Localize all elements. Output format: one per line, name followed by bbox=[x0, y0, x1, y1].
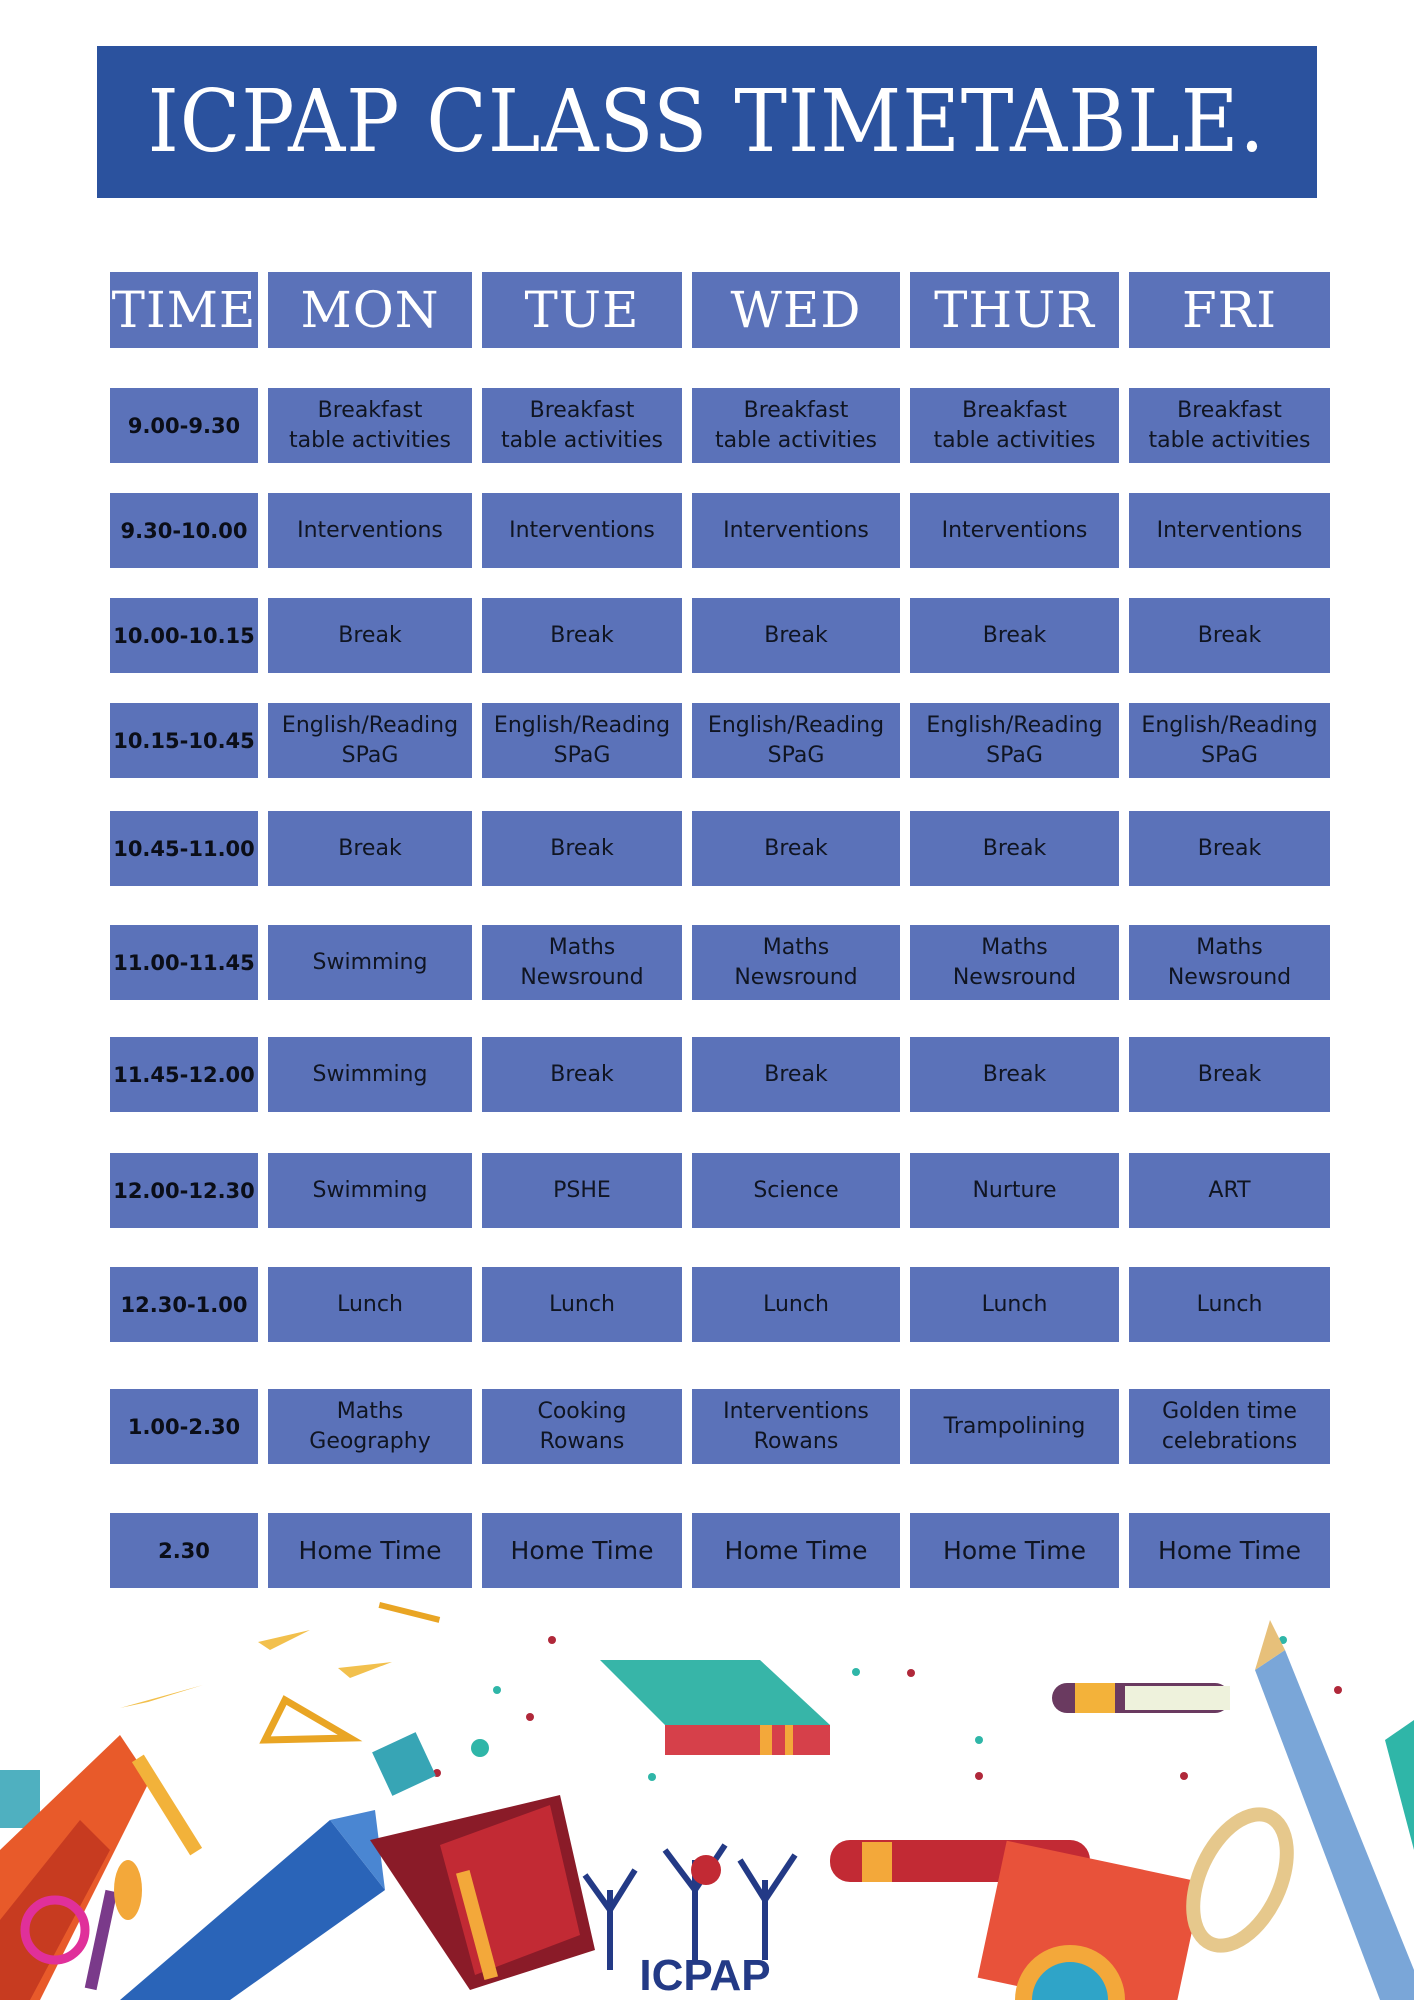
activity-cell-fri: English/Reading SPaG bbox=[1129, 703, 1330, 778]
activity-cell-tue: Breakfast table activities bbox=[482, 388, 682, 463]
activity-cell-tue: PSHE bbox=[482, 1153, 682, 1228]
activity-cell-mon: English/Reading SPaG bbox=[268, 703, 472, 778]
activity-cell-wed: Interventions bbox=[692, 493, 900, 568]
activity-cell-mon: Swimming bbox=[268, 925, 472, 1000]
title-banner bbox=[97, 46, 1317, 198]
activity-cell-tue: Home Time bbox=[482, 1513, 682, 1588]
activity-cell-thur: Home Time bbox=[910, 1513, 1119, 1588]
activity-cell-mon: Interventions bbox=[268, 493, 472, 568]
activity-cell-mon: Break bbox=[268, 811, 472, 886]
time-slot: 10.00-10.15 bbox=[110, 598, 258, 673]
activity-cell-fri: Break bbox=[1129, 598, 1330, 673]
activity-cell-wed: Maths Newsround bbox=[692, 925, 900, 1000]
header-thur: THUR bbox=[910, 272, 1119, 348]
activity-cell-thur: Break bbox=[910, 598, 1119, 673]
activity-cell-mon: Home Time bbox=[268, 1513, 472, 1588]
activity-cell-mon: Swimming bbox=[268, 1037, 472, 1112]
activity-cell-fri: Golden time celebrations bbox=[1129, 1389, 1330, 1464]
header-fri: FRI bbox=[1129, 272, 1330, 348]
activity-cell-fri: Maths Newsround bbox=[1129, 925, 1330, 1000]
activity-cell-wed: Break bbox=[692, 598, 900, 673]
pencil-icon bbox=[379, 1602, 441, 1623]
pencil-icon bbox=[1255, 1620, 1414, 2000]
set-square-icon bbox=[265, 1700, 350, 1740]
activity-cell-thur: English/Reading SPaG bbox=[910, 703, 1119, 778]
pencil-icon bbox=[132, 1755, 202, 1856]
header-time: TIME bbox=[110, 272, 258, 348]
time-slot: 12.00-12.30 bbox=[110, 1153, 258, 1228]
activity-cell-wed: Breakfast table activities bbox=[692, 388, 900, 463]
activity-cell-fri: Break bbox=[1129, 811, 1330, 886]
header-tue: TUE bbox=[482, 272, 682, 348]
book-spine-icon bbox=[1052, 1683, 1230, 1713]
activity-cell-thur: Breakfast table activities bbox=[910, 388, 1119, 463]
crayon-icon bbox=[120, 1810, 385, 2000]
activity-cell-mon: Swimming bbox=[268, 1153, 472, 1228]
header-wed: WED bbox=[692, 272, 900, 348]
time-slot: 2.30 bbox=[110, 1513, 258, 1588]
header-mon: MON bbox=[268, 272, 472, 348]
activity-cell-fri: ART bbox=[1129, 1153, 1330, 1228]
activity-cell-fri: Interventions bbox=[1129, 493, 1330, 568]
activity-cell-mon: Break bbox=[268, 598, 472, 673]
page-title: ICPAP CLASS TIMETABLE. bbox=[148, 72, 1266, 172]
activity-cell-mon: Lunch bbox=[268, 1267, 472, 1342]
activity-cell-wed: Break bbox=[692, 811, 900, 886]
time-slot: 9.30-10.00 bbox=[110, 493, 258, 568]
activity-cell-thur: Break bbox=[910, 1037, 1119, 1112]
time-slot: 12.30-1.00 bbox=[110, 1267, 258, 1342]
activity-cell-wed: Science bbox=[692, 1153, 900, 1228]
activity-cell-tue: Break bbox=[482, 598, 682, 673]
book-icon bbox=[600, 1660, 830, 1755]
time-slot: 10.15-10.45 bbox=[110, 703, 258, 778]
activity-cell-tue: English/Reading SPaG bbox=[482, 703, 682, 778]
activity-cell-tue: Lunch bbox=[482, 1267, 682, 1342]
time-slot: 9.00-9.30 bbox=[110, 388, 258, 463]
activity-cell-tue: Maths Newsround bbox=[482, 925, 682, 1000]
activity-cell-fri: Breakfast table activities bbox=[1129, 388, 1330, 463]
open-book-icon bbox=[370, 1795, 595, 1990]
activity-cell-thur: Maths Newsround bbox=[910, 925, 1119, 1000]
activity-cell-tue: Break bbox=[482, 811, 682, 886]
activity-cell-thur: Interventions bbox=[910, 493, 1119, 568]
time-slot: 11.00-11.45 bbox=[110, 925, 258, 1000]
activity-cell-thur: Trampolining bbox=[910, 1389, 1119, 1464]
activity-cell-mon: Maths Geography bbox=[268, 1389, 472, 1464]
timetable-grid bbox=[110, 272, 1330, 1588]
time-slot: 11.45-12.00 bbox=[110, 1037, 258, 1112]
activity-cell-tue: Break bbox=[482, 1037, 682, 1112]
activity-cell-wed: English/Reading SPaG bbox=[692, 703, 900, 778]
activity-cell-thur: Nurture bbox=[910, 1153, 1119, 1228]
activity-cell-fri: Home Time bbox=[1129, 1513, 1330, 1588]
school-supplies-illustration bbox=[0, 1590, 1414, 2000]
paper-plane-icon bbox=[120, 1630, 392, 1708]
activity-cell-wed: Break bbox=[692, 1037, 900, 1112]
activity-cell-mon: Breakfast table activities bbox=[268, 388, 472, 463]
activity-cell-wed: Lunch bbox=[692, 1267, 900, 1342]
activity-cell-tue: Interventions bbox=[482, 493, 682, 568]
activity-cell-tue: Cooking Rowans bbox=[482, 1389, 682, 1464]
activity-cell-wed: Home Time bbox=[692, 1513, 900, 1588]
activity-cell-fri: Lunch bbox=[1129, 1267, 1330, 1342]
activity-cell-fri: Break bbox=[1129, 1037, 1330, 1112]
time-slot: 1.00-2.30 bbox=[110, 1389, 258, 1464]
activity-cell-thur: Lunch bbox=[910, 1267, 1119, 1342]
time-slot: 10.45-11.00 bbox=[110, 811, 258, 886]
activity-cell-wed: Interventions Rowans bbox=[692, 1389, 900, 1464]
activity-cell-thur: Break bbox=[910, 811, 1119, 886]
scissors-icon bbox=[1174, 1800, 1306, 1961]
book-stack-icon bbox=[830, 1840, 1202, 2000]
logo-text: ICPAP bbox=[639, 1951, 771, 2000]
